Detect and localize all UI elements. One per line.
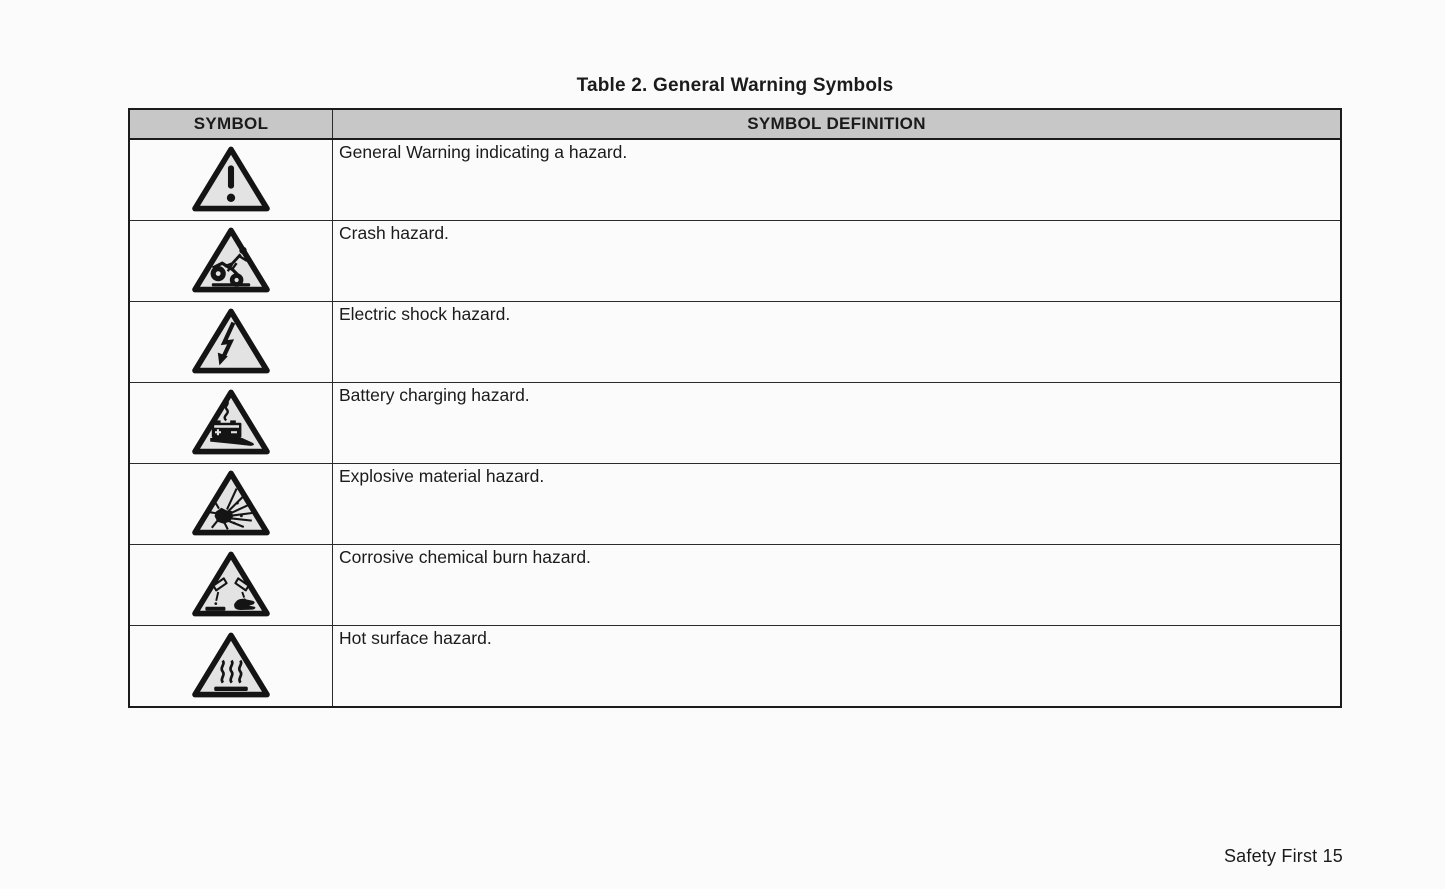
warning-symbols-table: [128, 108, 1342, 708]
table-header-row: [129, 109, 1341, 139]
table-row: [129, 626, 1341, 708]
table-row: [129, 545, 1341, 626]
crash-hazard-icon: [191, 227, 271, 298]
symbol-definition: Electric shock hazard.: [333, 302, 1342, 383]
general-warning-icon: [191, 146, 271, 217]
table-row: [129, 383, 1341, 464]
hot-surface-icon: [191, 632, 271, 703]
table-row: [129, 139, 1341, 221]
electric-shock-icon: [191, 308, 271, 379]
symbol-definition: General Warning indicating a hazard.: [333, 139, 1342, 221]
column-header-symbol: SYMBOL: [129, 109, 333, 139]
table-row: [129, 302, 1341, 383]
table-row: [129, 464, 1341, 545]
table-row: [129, 221, 1341, 302]
symbol-definition: Explosive material hazard.: [333, 464, 1342, 545]
battery-charging-icon: [191, 389, 271, 460]
explosive-material-icon: [191, 470, 271, 541]
symbol-definition: Battery charging hazard.: [333, 383, 1342, 464]
symbol-definition: Crash hazard.: [333, 221, 1342, 302]
page-footer: Safety First 15: [1223, 846, 1343, 866]
symbol-definition: Corrosive chemical burn hazard.: [333, 545, 1342, 626]
symbol-definition: Hot surface hazard.: [333, 626, 1342, 708]
table-title: Table 2. General Warning Symbols: [576, 75, 894, 96]
corrosive-chemical-icon: [191, 551, 271, 622]
column-header-definition: SYMBOL DEFINITION: [333, 109, 1342, 139]
